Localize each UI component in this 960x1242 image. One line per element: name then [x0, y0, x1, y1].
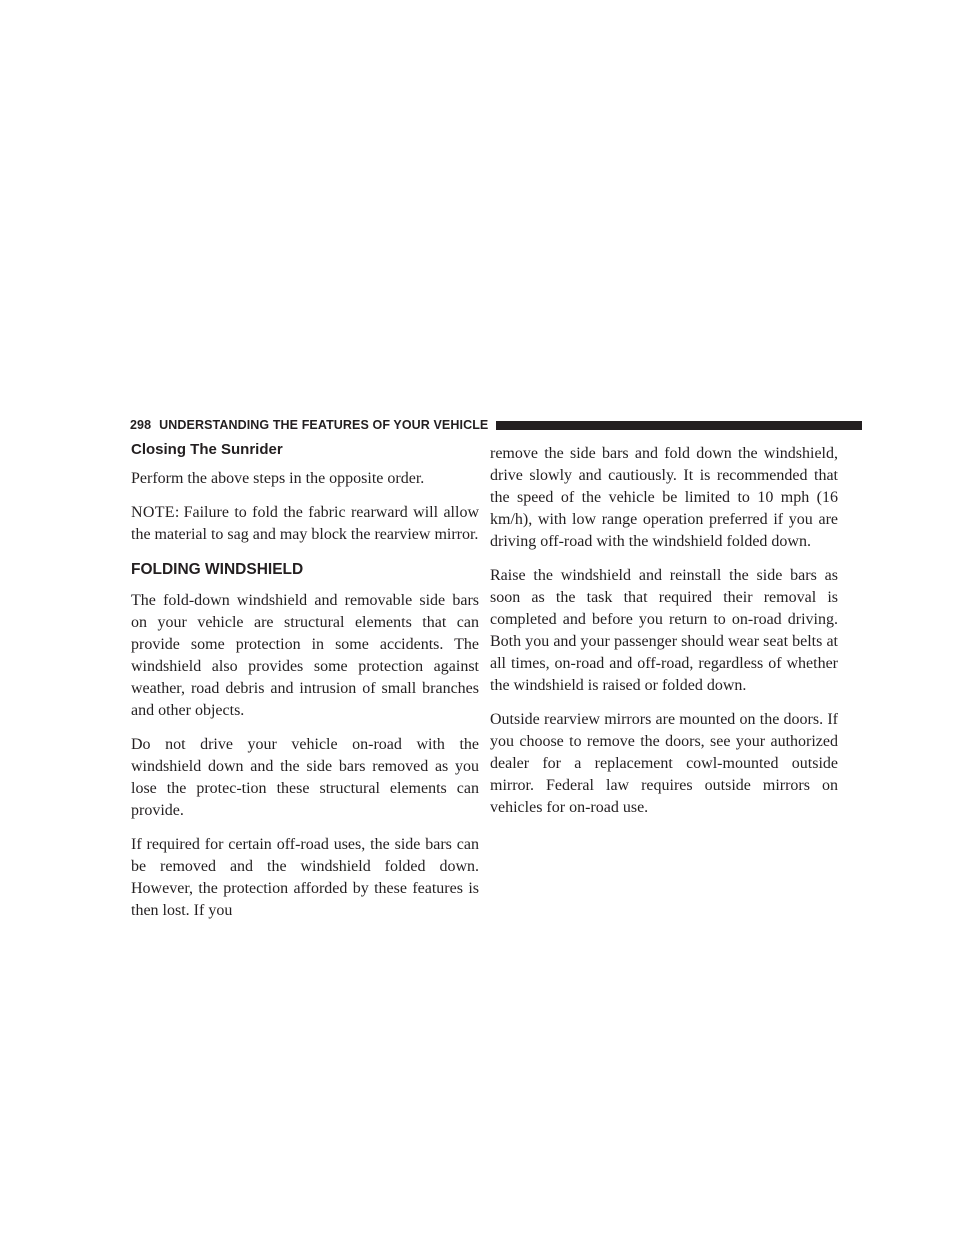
page-header: [130, 417, 862, 433]
body-paragraph: Do not drive your vehicle on-road with the windshield down and the side bars removed as you lose the protec-tion these structural elements can provide.: [131, 736, 479, 819]
left-column: [131, 440, 479, 934]
right-column: [490, 440, 838, 831]
section-title: UNDERSTANDING THE FEATURES OF YOUR VEHICLE: [159, 418, 489, 432]
body-paragraph: remove the side bars and fold down the windshield, drive slowly and cautiously. It is recommended that the speed of the vehicle be limited to 10 mph (16 km/h), with low range operation preferred if you are driving off-road with the windshield folded down.: [490, 445, 838, 550]
note-label: NOTE:: [131, 504, 180, 521]
header-rule: [496, 421, 862, 430]
body-paragraph: Raise the windshield and reinstall the side bars as soon as the task that required their removal is completed and before you return to on-road driving. Both you and your passenger should wear seat belts at all times, on-road and off-road, regardless of whether the windshield is raised or folded down.: [490, 567, 838, 694]
body-paragraph: Outside rearview mirrors are mounted on the doors. If you choose to remove the doors, see your authorized dealer for a replacement cowl-mounted outside mirror. Federal law requires outside mirrors on vehicles for on-road use.: [490, 711, 838, 816]
page-number: 298: [130, 418, 152, 432]
body-paragraph: The fold-down windshield and removable side bars on your vehicle are structural elements that can provide some protection in some accidents. The windshield also provides some protection against weather, road debris and intrusion of small branches and other objects.: [131, 592, 479, 719]
note-text: Failure to fold the fabric rearward will allow the material to sag and may block the rearview mirror.: [131, 504, 479, 543]
section-heading: FOLDING WINDSHIELD: [131, 561, 304, 578]
body-paragraph: Perform the above steps in the opposite order.: [131, 470, 425, 487]
subsection-heading: Closing The Sunrider: [131, 441, 283, 458]
note-paragraph: [131, 502, 479, 546]
body-paragraph: If required for certain off-road uses, the side bars can be removed and the windshield folded down. However, the protection afforded by these features is then lost. If you: [131, 836, 479, 919]
